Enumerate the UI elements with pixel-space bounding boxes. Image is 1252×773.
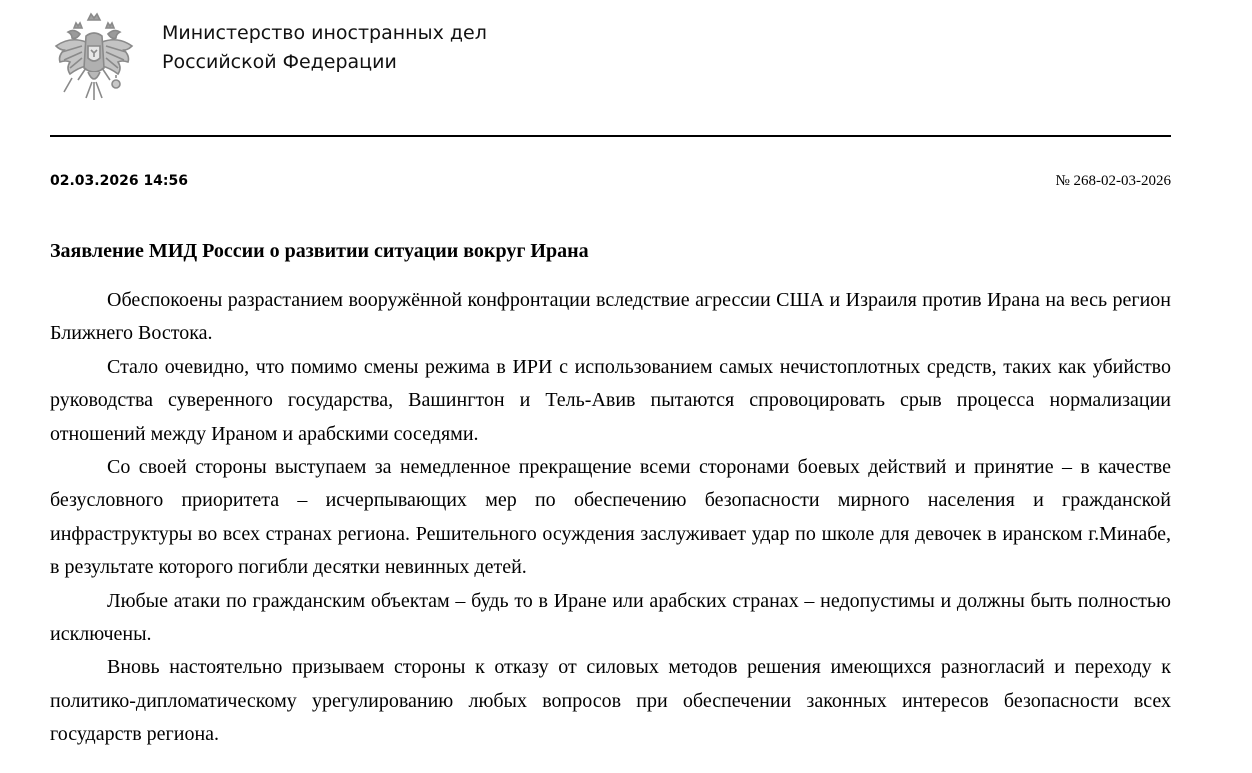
russian-coat-of-arms-icon bbox=[50, 6, 138, 102]
document-body bbox=[50, 284, 1171, 752]
body-paragraph: Со своей стороны выступаем за немедленное прекращение всеми сторонами боевых действий и принятие – в качестве безусловного приоритета – исчерпывающих мер по обеспечению безопасности мирного населения и гражданской инфраструктуры во всех странах региона. Решительного осуждения заслуживает удар по школе для девочек в иранском г.Минабе, в результате которого погибли десятки невинных детей. bbox=[50, 456, 1171, 579]
document-datetime: 02.03.2026 14:56 bbox=[50, 173, 189, 189]
ministry-name-line2: Российской Федерации bbox=[162, 51, 397, 73]
ministry-name-line1: Министерство иностранных дел bbox=[162, 22, 487, 44]
body-paragraph: Вновь настоятельно призываем стороны к отказу от силовых методов решения имеющихся разногласий и переходу к политико-дипломатическому урегулированию любых вопросов при обеспечении законных интересов безопасности всех государств региона. bbox=[50, 656, 1171, 746]
document-number: № 268-02-03-2026 bbox=[1055, 173, 1171, 189]
ministry-name bbox=[162, 19, 487, 77]
body-paragraph: Любые атаки по гражданским объектам – будь то в Иране или арабских странах – недопустимы и должны быть полностью исключены. bbox=[50, 589, 1171, 646]
body-paragraph: Обеспокоены разрастанием вооружённой конфронтации вследствие агрессии США и Израиля против Ирана на весь регион Ближнего Востока. bbox=[50, 289, 1171, 345]
document-title: Заявление МИД России о развитии ситуации вокруг Ирана bbox=[50, 240, 589, 262]
header-divider bbox=[50, 135, 1171, 137]
body-paragraph: Стало очевидно, что помимо смены режима в ИРИ с использованием самых нечистоплотных средств, таких как убийство руководства суверенного государства, Вашингтон и Тель-Авив пытаются спровоцировать срыв процесса нормализации отношений между Ираном и арабскими соседями. bbox=[50, 355, 1171, 445]
letterhead bbox=[50, 6, 1170, 106]
